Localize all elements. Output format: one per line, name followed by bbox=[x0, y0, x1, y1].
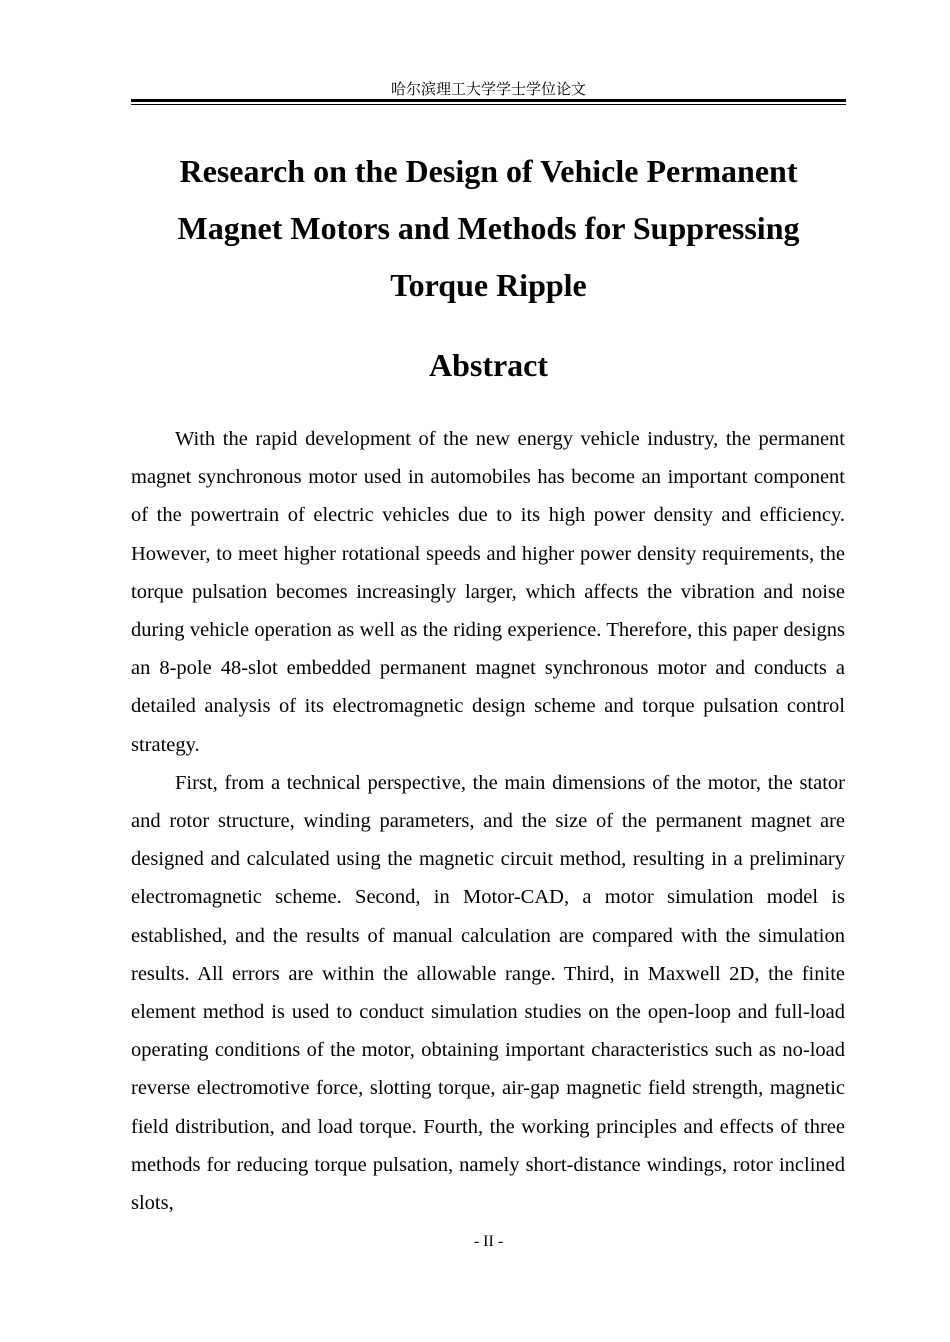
header-rule-thick bbox=[131, 99, 846, 102]
abstract-body bbox=[131, 420, 845, 1222]
paper-title: Research on the Design of Vehicle Permanent Magnet Motors and Methods for Suppressing Torque Ripple bbox=[177, 153, 800, 303]
abstract-paragraph-2: First, from a technical perspective, the main dimensions of the motor, the stator and rotor structure, winding parameters, and the size of the permanent magnet are designed and calculated using the magnetic circuit method, resulting in a preliminary electromagnetic scheme. Second, in Motor-CAD, a motor simulation model is established, and the results of manual calculation are compared with the simulation results. All errors are within the allowable range. Third, in Maxwell 2D, the finite element method is used to conduct simulation studies on the open-loop and full-load operating conditions of the motor, obtaining important characteristics such as no-load reverse electromotive force, slotting torque, air-gap magnetic field strength, magnetic field distribution, and load torque. Fourth, the working principles and effects of three methods for reducing torque pulsation, namely short-distance windings, rotor inclined slots, bbox=[131, 771, 845, 1215]
page-number: - II - bbox=[473, 1233, 504, 1250]
abstract-paragraph-1: With the rapid development of the new energy vehicle industry, the permanent magnet synchronous motor used in automobiles has become an important component of the powertrain of electric vehicles due to its high power density and efficiency. However, to meet higher rotational speeds and higher power density requirements, the torque pulsation becomes increasingly larger, which affects the vibration and noise during vehicle operation as well as the riding experience. Therefore, this paper designs an 8-pole 48-slot embedded permanent magnet synchronous motor and conducts a detailed analysis of its electromagnetic design scheme and torque pulsation control strategy. bbox=[131, 428, 845, 756]
abstract-heading: Abstract bbox=[428, 347, 549, 383]
header-rule bbox=[131, 99, 846, 105]
running-header: 哈尔滨理工大学学士学位论文 bbox=[390, 80, 586, 98]
header-rule-thin bbox=[131, 104, 846, 105]
